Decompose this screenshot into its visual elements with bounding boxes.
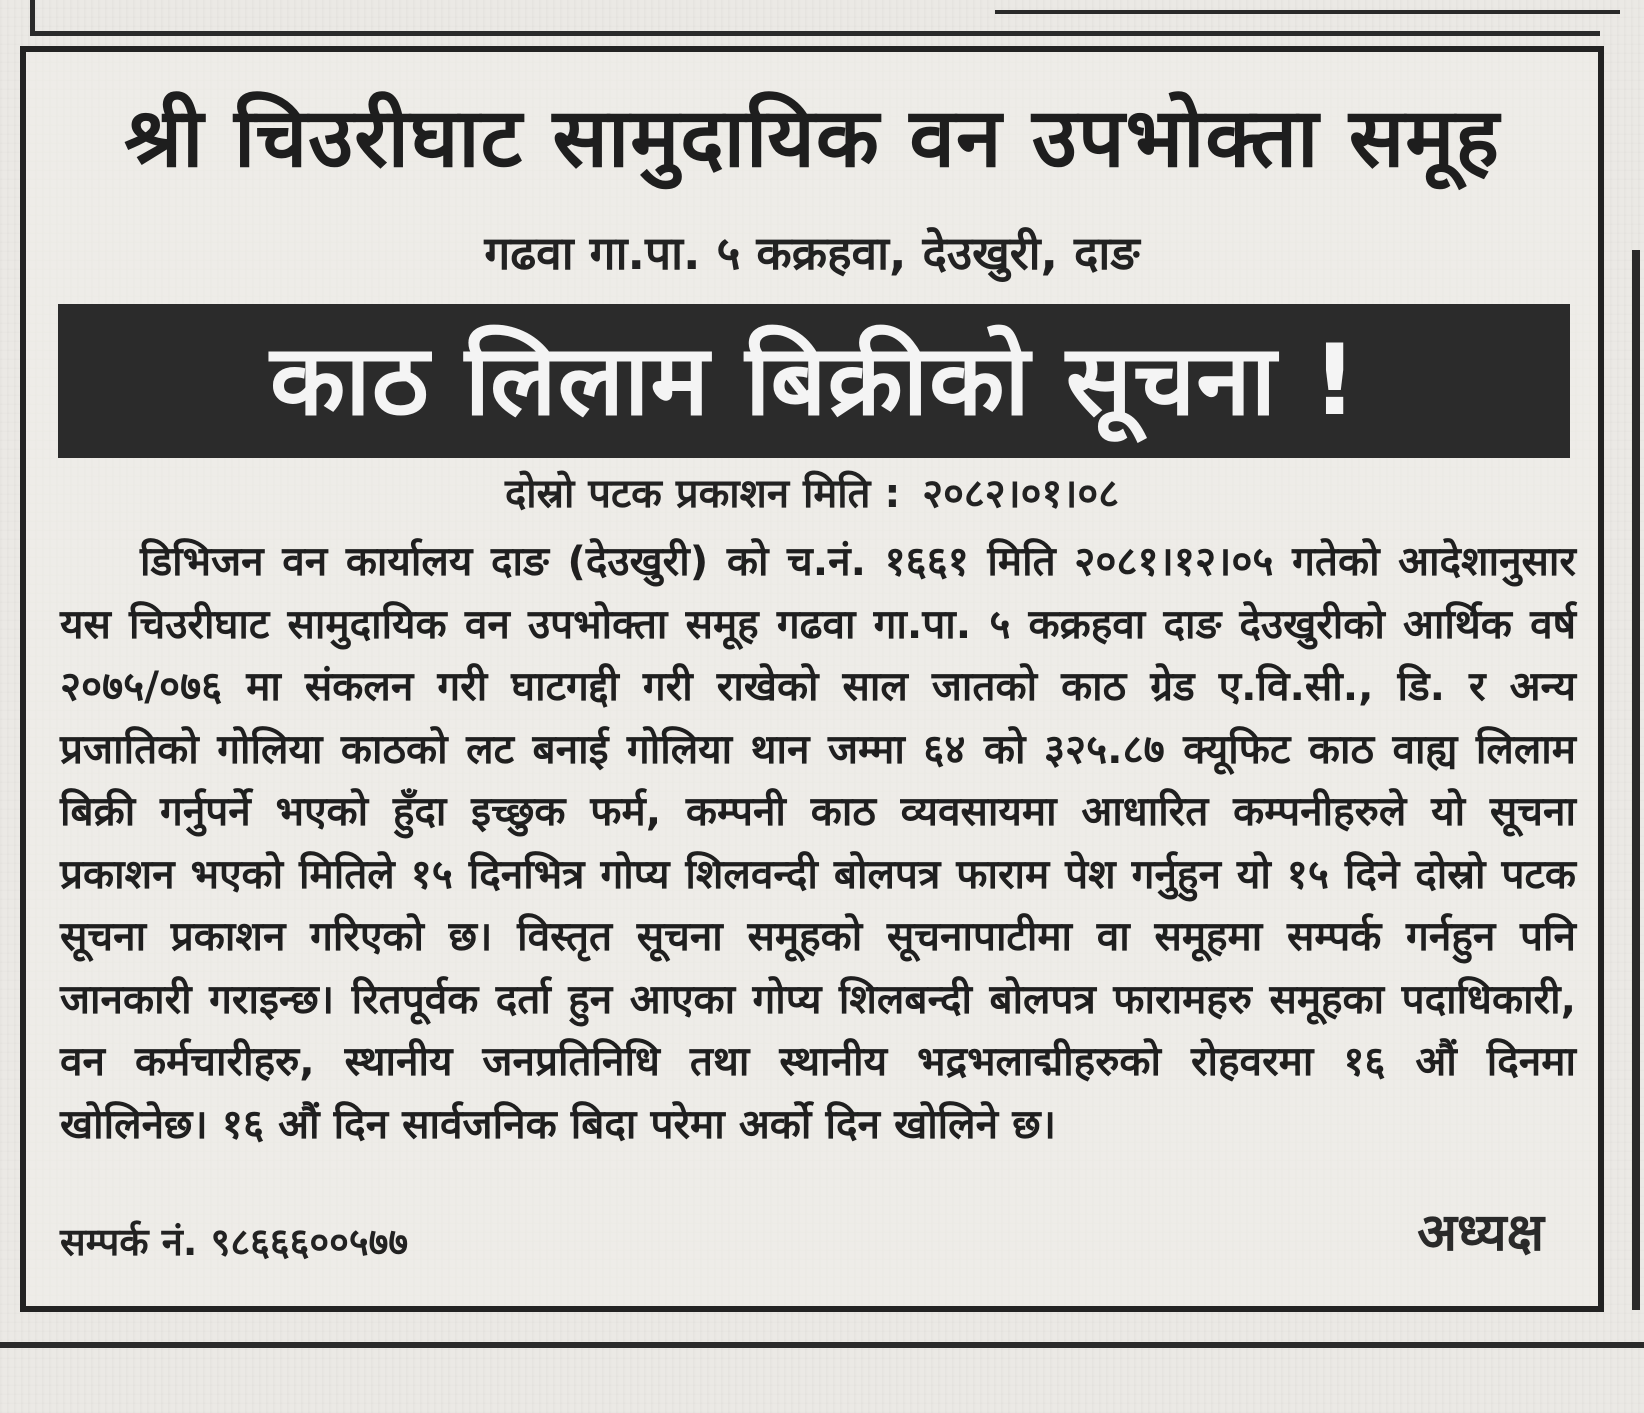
publication-label: दोस्रो पटक प्रकाशन मिति : xyxy=(504,471,901,517)
notice-banner xyxy=(58,304,1570,458)
publication-date-line xyxy=(26,470,1598,518)
top-border-rule xyxy=(30,0,1600,36)
signatory-title: अध्यक्ष xyxy=(1417,1203,1544,1263)
notice-title: काठ लिलाम बिक्रीको सूचना ! xyxy=(270,324,1358,438)
bottom-border-rule xyxy=(0,1342,1644,1348)
organization-name: श्री चिउरीघाट सामुदायिक वन उपभोक्ता समूह xyxy=(124,91,1500,186)
notice-body: डिभिजन वन कार्यालय दाङ (देउखुरी) को च.नं. १६६१ मिति २०८१।१२।०५ गतेको आदेशानुसार यस चिउरीघाट सामुदायिक वन उपभोक्ता समूह गढवा गा.पा. ५ कक्रहवा दाङ देउखुरीको आर्थिक वर्ष २०७५/०७६ मा संकलन गरी घाटगद्दी गरी राखेको साल जातको काठ ग्रेड ए.वि.सी., डि. र अन्य प्रजातिको गोलिया काठको लट बनाई गोलिया थान जम्मा ६४ को ३२५.८७ क्यूफिट काठ वाह्य लिलाम बिक्री गर्नुपर्ने भएको हुँदा इच्छुक फर्म, कम्पनी काठ व्यवसायमा आधारित कम्पनीहरुले यो सूचना प्रकाशन भएको मितिले १५ दिनभित्र गोप्य शिलवन्दी बोलपत्र फाराम पेश गर्नुहुन यो १५ दिने दोस्रो पटक सूचना प्रकाशन गरिएको छ। विस्तृत सूचना समूहको सूचनापाटीमा वा समूहमा सम्पर्क गर्नहुन पनि जानकारी गराइन्छ। रितपूर्वक दर्ता हुन आएका गोप्य शिलबन्दी बोलपत्र फारामहरु समूहका पदाधिकारी, वन कर्मचारीहरु, स्थानीय जनप्रतिनिधि तथा स्थानीय भद्रभलाद्मीहरुको रोहवरमा १६ औं दिनमा खोलिनेछ। १६ औं दिन सार्वजनिक बिदा परेमा अर्को दिन खोलिने छ। xyxy=(60,537,1576,1148)
auction-notice-box xyxy=(20,46,1604,1312)
contact-number: सम्पर्क नं. ९८६६६००५७७ xyxy=(60,1220,409,1264)
publication-date: २०८२।०१।०८ xyxy=(922,471,1120,517)
adjacent-column-edge xyxy=(1632,250,1640,1310)
organization-address: गढवा गा.पा. ५ कक्रहवा, देउखुरी, दाङ xyxy=(484,226,1140,280)
